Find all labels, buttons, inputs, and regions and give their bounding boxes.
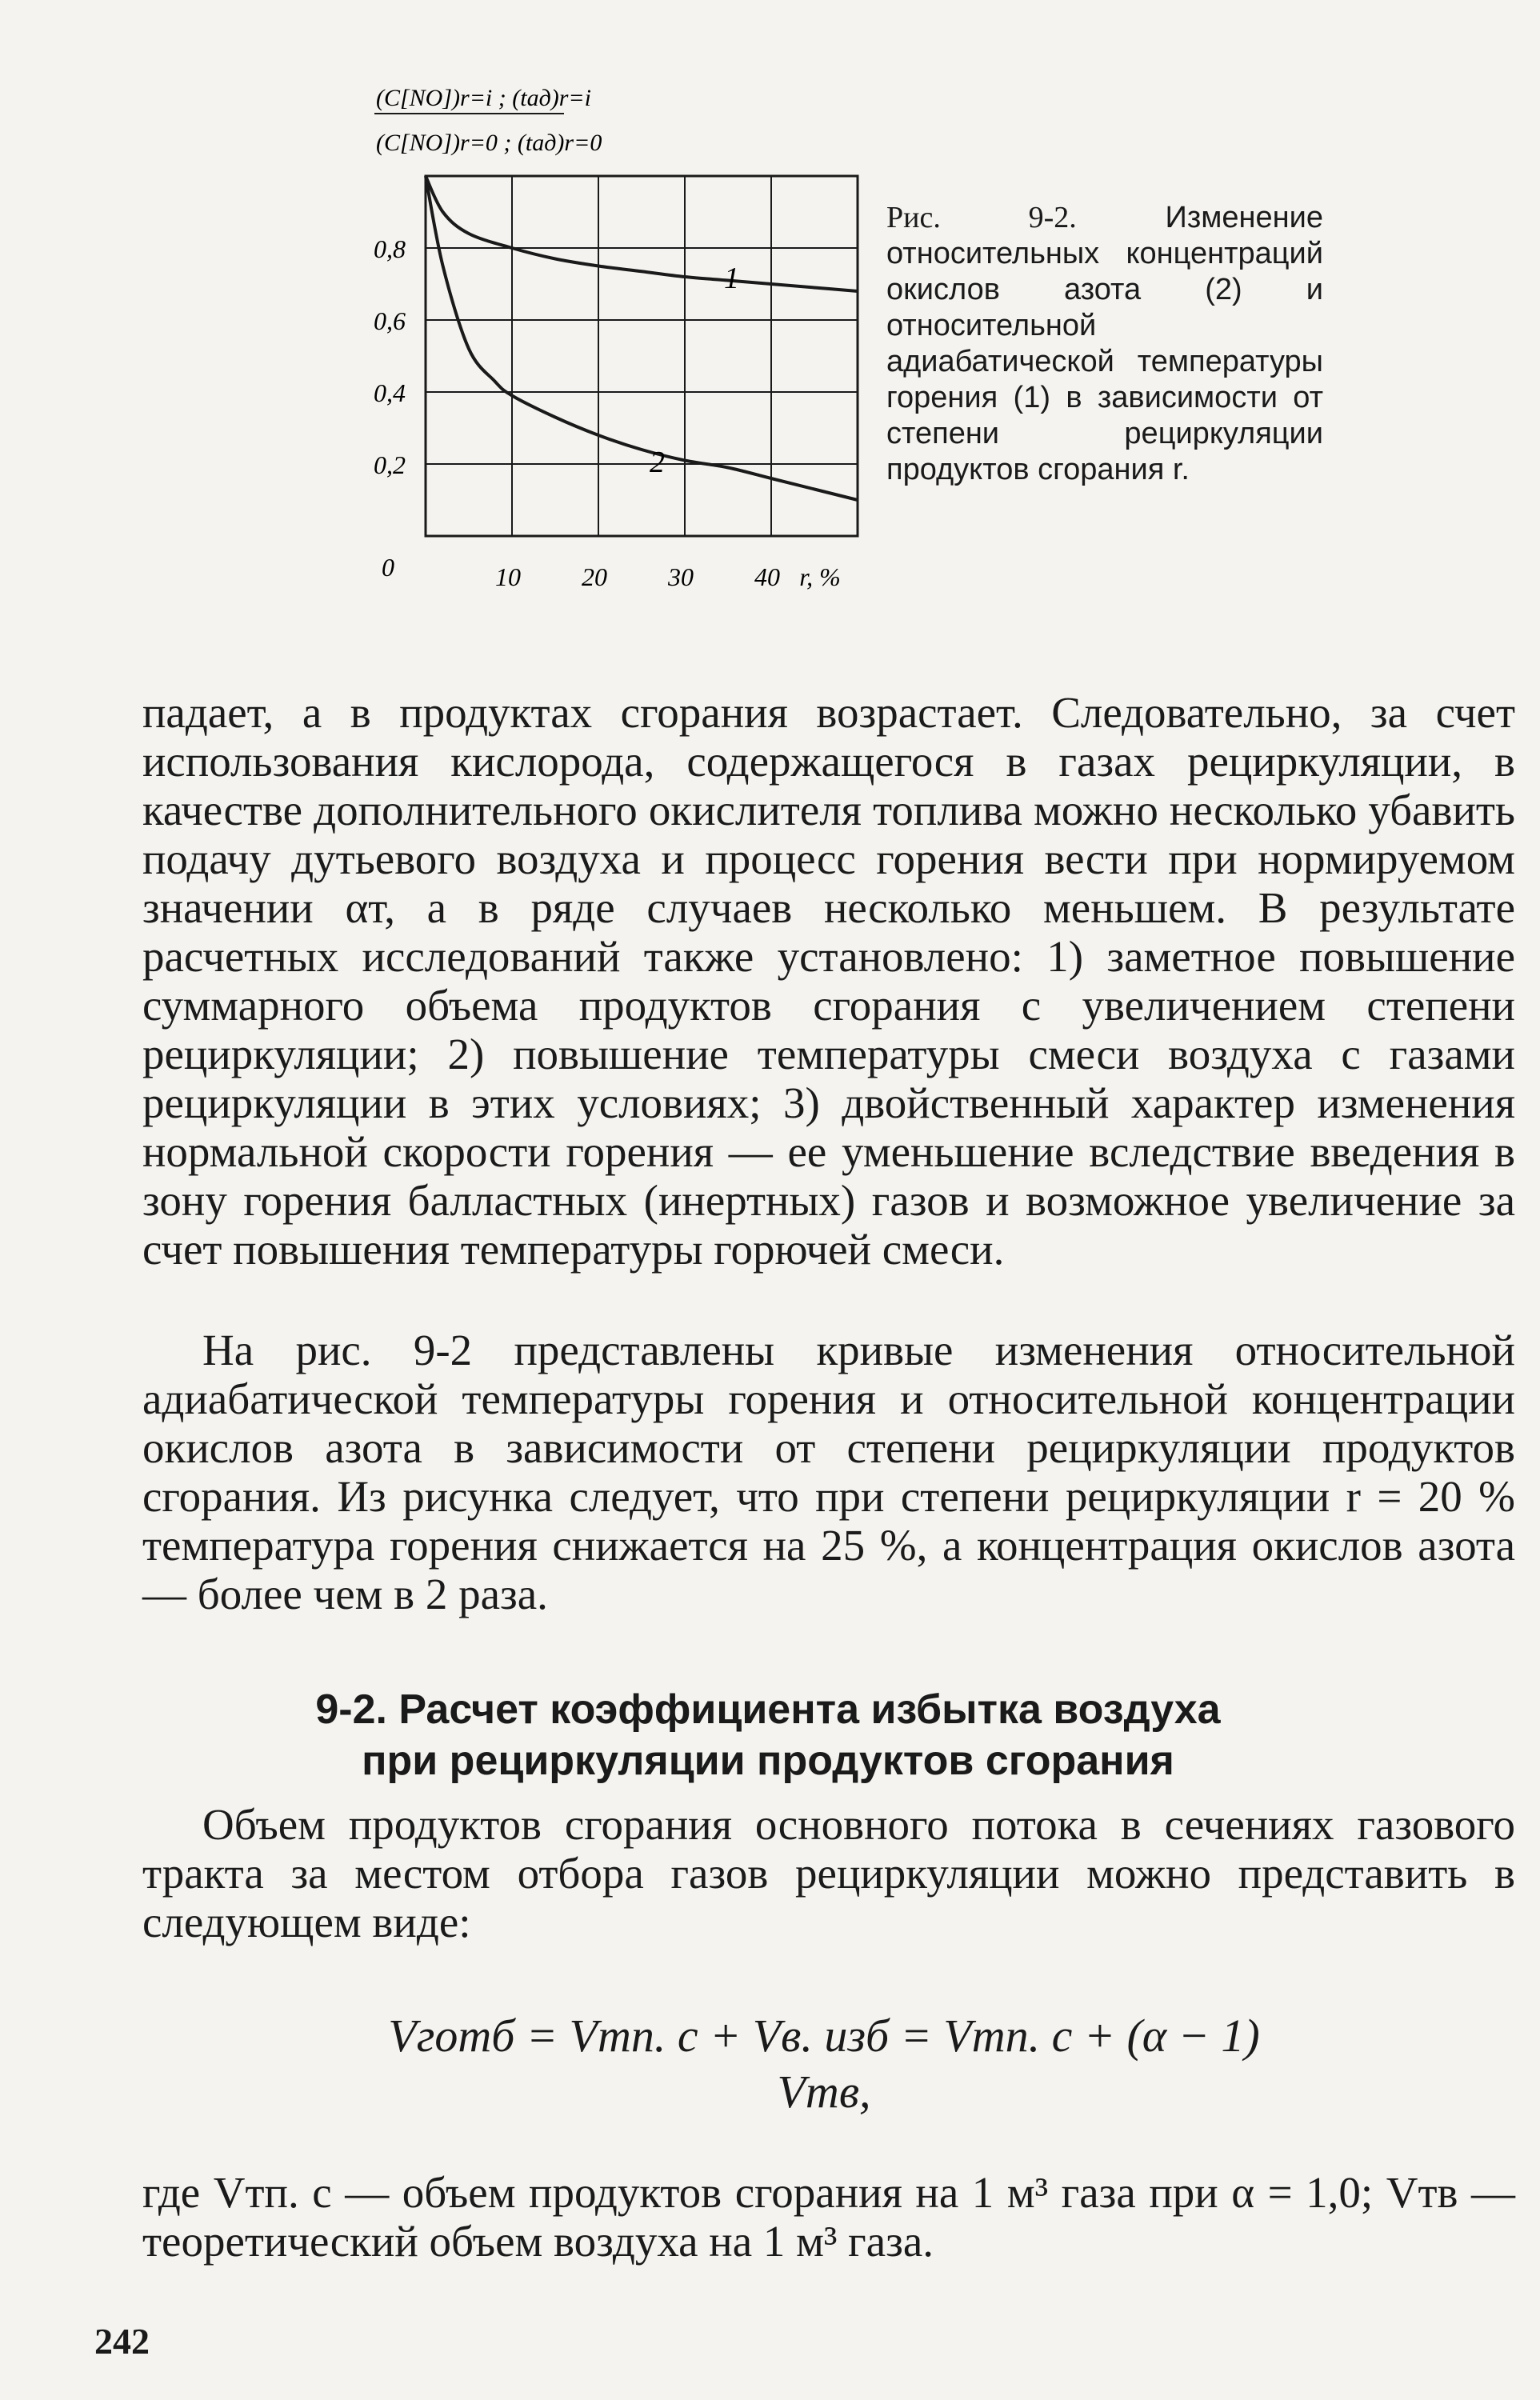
caption-text: Изменение относительных концентраций окислов азота (2) и относительной адиабатической температуры горения (1) в зависимости от степени рециркуляции продуктов сгорания r. bbox=[886, 201, 1323, 486]
paragraph-4: где Vтп. с — объем продуктов сгорания на 1 м³ газа при α = 1,0; Vтв — теоретический объем воздуха на 1 м³ газа. bbox=[142, 2168, 1515, 2266]
formula: Vготб = Vтп. с + Vв. изб = Vтп. с + (α − 1) Vтв, bbox=[388, 2010, 1260, 2118]
x-tick-label: 30 bbox=[668, 562, 694, 591]
series-1-line bbox=[426, 176, 858, 291]
chart-grid bbox=[426, 176, 858, 536]
y-tick-label: 0,4 bbox=[374, 378, 406, 407]
paragraph-1: падает, а в продуктах сгорания возрастает. Следовательно, за счет использования кислорода, содержащегося в газах рециркуляции, в качестве дополнительного окислителя топлива можно несколько убавить подачу дутьевого воздуха и процесс горения вести при нормируемом значении αт, а в ряде случаев несколько меньшем. В результате расчетных исследований также установлено: 1) заметное повышение суммарного объема продуктов сгорания с увеличением степени рециркуляции; 2) повышение температуры смеси воздуха с газами рециркуляции в этих условиях; 3) двойственный характер изменения нормальной скорости горения — ее уменьшение вследствие введения в зону горения балластных (инертных) газов и возможное увеличение за счет повышения температуры горючей смеси. bbox=[142, 688, 1515, 1274]
chart-series bbox=[426, 176, 858, 500]
section-heading-line-2: при рециркуляции продуктов сгорания bbox=[362, 1738, 1174, 1784]
curve-1-label: 1 bbox=[724, 262, 739, 295]
plot-frame bbox=[426, 176, 858, 536]
section-heading-line-1: 9-2. Расчет коэффициента избытка воздуха bbox=[315, 1686, 1221, 1733]
y-tick-label: 0,6 bbox=[374, 306, 406, 335]
figure-9-2 bbox=[352, 72, 864, 624]
x-tick-label: 20 bbox=[582, 562, 607, 591]
page-number: 242 bbox=[94, 2321, 150, 2362]
caption-lead: Рис. 9-2. bbox=[886, 201, 1077, 234]
x-tick-label: 10 bbox=[495, 562, 521, 591]
y-axis-label-bottom: (C[NO])r=0 ; (tад)r=0 bbox=[376, 130, 602, 156]
section-heading bbox=[240, 1684, 1296, 1786]
curve-2-label: 2 bbox=[650, 446, 665, 479]
paragraph-3: Объем продуктов сгорания основного потока в сечениях газового тракта за местом отбора газов рециркуляции можно представить в следующем виде: bbox=[142, 1800, 1515, 1946]
x-axis-unit-label: r, % bbox=[799, 562, 841, 591]
series-2-line bbox=[426, 176, 858, 500]
figure-caption bbox=[886, 200, 1323, 488]
y-tick-label: 0,8 bbox=[374, 234, 406, 263]
y-axis-label-top: (C[NO])r=i ; (tад)r=i bbox=[376, 85, 592, 111]
x-tick-label: 40 bbox=[754, 562, 780, 591]
chart bbox=[352, 72, 864, 624]
paragraph-2: На рис. 9-2 представлены кривые изменения относительной адиабатической температуры горения и относительной концентрации окислов азота в зависимости от степени рециркуляции продуктов сгорания. Из рисунка следует, что при степени рециркуляции r = 20 % температура горения снижается на 25 %, а концентрация окислов азота — более чем в 2 раза. bbox=[142, 1326, 1515, 1618]
y-tick-label: 0,2 bbox=[374, 450, 406, 479]
origin-label: 0 bbox=[382, 553, 394, 582]
